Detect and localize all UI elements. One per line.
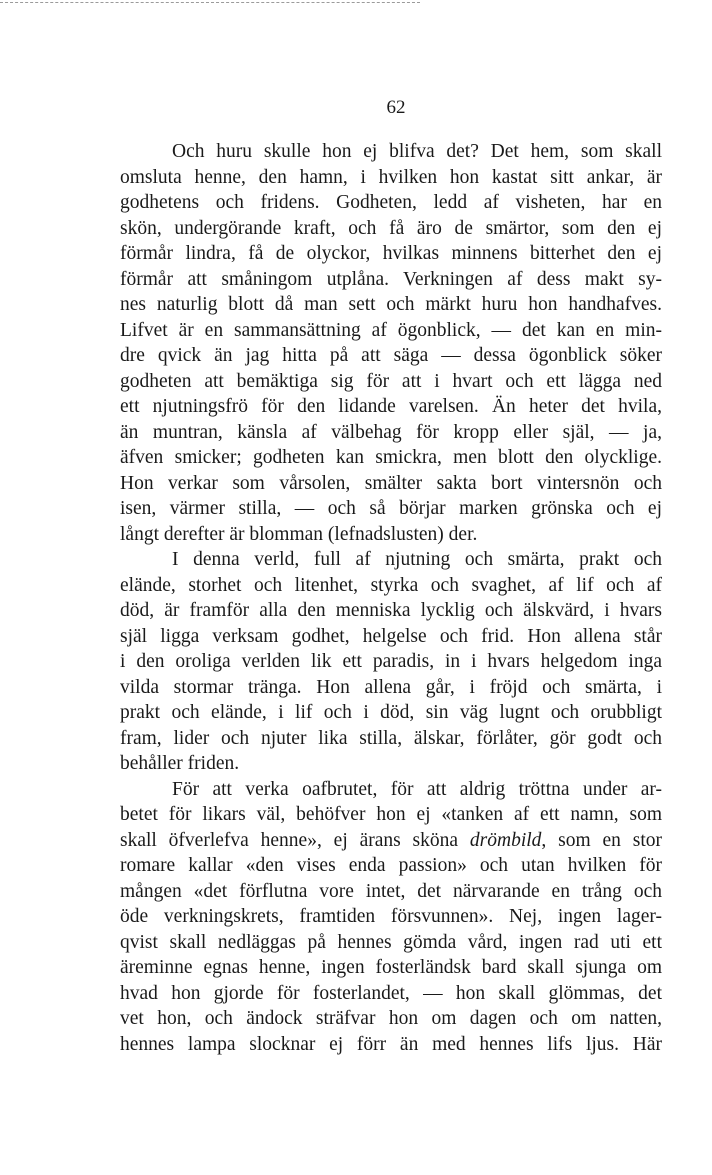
text-line: hvad hon gjorde för fosterlandet, — hon skall glömmas, det [120,982,662,1004]
text-line: hennes lampa slocknar ej förr än med hennes lifs ljus. Här [120,1033,662,1055]
top-edge-rule [0,2,420,3]
text-line: romare kallar «den vises enda passion» och utan hvilken för [120,855,662,876]
text-line: Och huru skulle hon ej blifva det? Det hem, som skall [172,141,662,162]
text-line: dre qvick än jag hitta på att säga — dessa ögonblick söker [120,345,662,366]
paragraph-3 [120,777,662,1058]
text-line: betet för likars väl, behöfver hon ej «tanken af ett namn, som [120,804,662,825]
text-line: fram, lider och njuter lika stilla, älskar, förlåter, gör godt och [120,727,662,749]
italic-word: drömbild [469,829,542,851]
text-line: ett njutningsfrö för den lidande varelsen. Än heter det hvila, [120,396,662,417]
text-line: behåller friden. [120,753,240,774]
text-line: Hon verkar som vårsolen, smälter sakta bort vintersnön och [120,472,662,494]
text-line: skön, undergörande kraft, och få äro de smärtor, som den ej [120,217,662,239]
text-line: förmår att småningom utplåna. Verkningen af dess makt sy- [120,268,662,290]
text-line: elände, storhet och litenhet, styrka och svaghet, af lif och af [120,574,662,596]
book-page [120,96,662,1057]
text-line: förmår lindra, få de olyckor, hvilkas minnens bitterhet den ej [120,243,662,264]
paragraph-1 [120,139,662,547]
page-number: 62 [386,97,406,118]
text-line: äreminne egnas henne, ingen fosterländsk bard skall sjunga om [120,957,662,978]
text-line: För att verka oafbrutet, för att aldrig tröttna under ar- [172,778,662,800]
text-line: död, är framför alla den menniska lycklig och älskvärd, i hvars [120,600,662,621]
text-line: godheten att bemäktiga sig för att i hvart och ett lägga ned [120,370,662,392]
text-line: isen, värmer stilla, — och så börjar marken grönska och ej [120,498,662,519]
text-line: långt derefter är blomman (lefnadslusten) der. [120,523,478,545]
text-line: äfven smicker; godheten kan smickra, men blott den olycklige. [120,447,662,468]
text-line: Lifvet är en sammansättning af ögonblick, — det kan en min- [120,319,662,341]
text-line: I denna verld, full af njutning och smärta, prakt och [172,549,662,570]
text-line: än muntran, känsla af välbehag för kropp eller själ, — ja, [120,421,662,443]
text-line: nes naturlig blott då man sett och märkt huru hon handhafves. [120,294,662,315]
text-line: öde verkningskrets, framtiden försvunnen». Nej, ingen lager- [120,906,662,927]
text-line: själ ligga verksam godhet, helgelse och frid. Hon allena står [120,625,662,647]
text-line: vilda stormar tränga. Hon allena går, i fröjd och smärta, i [120,676,662,698]
text-line: omsluta henne, den hamn, i hvilken hon kastat sitt ankar, är [120,166,662,188]
text-line: qvist skall nedläggas på hennes gömda vård, ingen rad uti ett [120,931,662,953]
text-line: mången «det förflutna vore intet, det närvarande en trång och [120,880,662,902]
paragraph-2 [120,547,662,777]
text-line: godhetens och fridens. Godheten, ledd af visheten, har en [120,192,662,213]
text-line: i den oroliga verlden lik ett paradis, in i hvars helgedom inga [120,651,662,672]
text-line: vet hon, och ändock sträfvar hon om dagen och om natten, [120,1008,662,1029]
text-line: skall öfverlefva henne», ej ärans sköna drömbild, som en stor [120,829,662,851]
text-line: prakt och elände, i lif och i död, sin väg lugnt och orubbligt [120,702,662,723]
